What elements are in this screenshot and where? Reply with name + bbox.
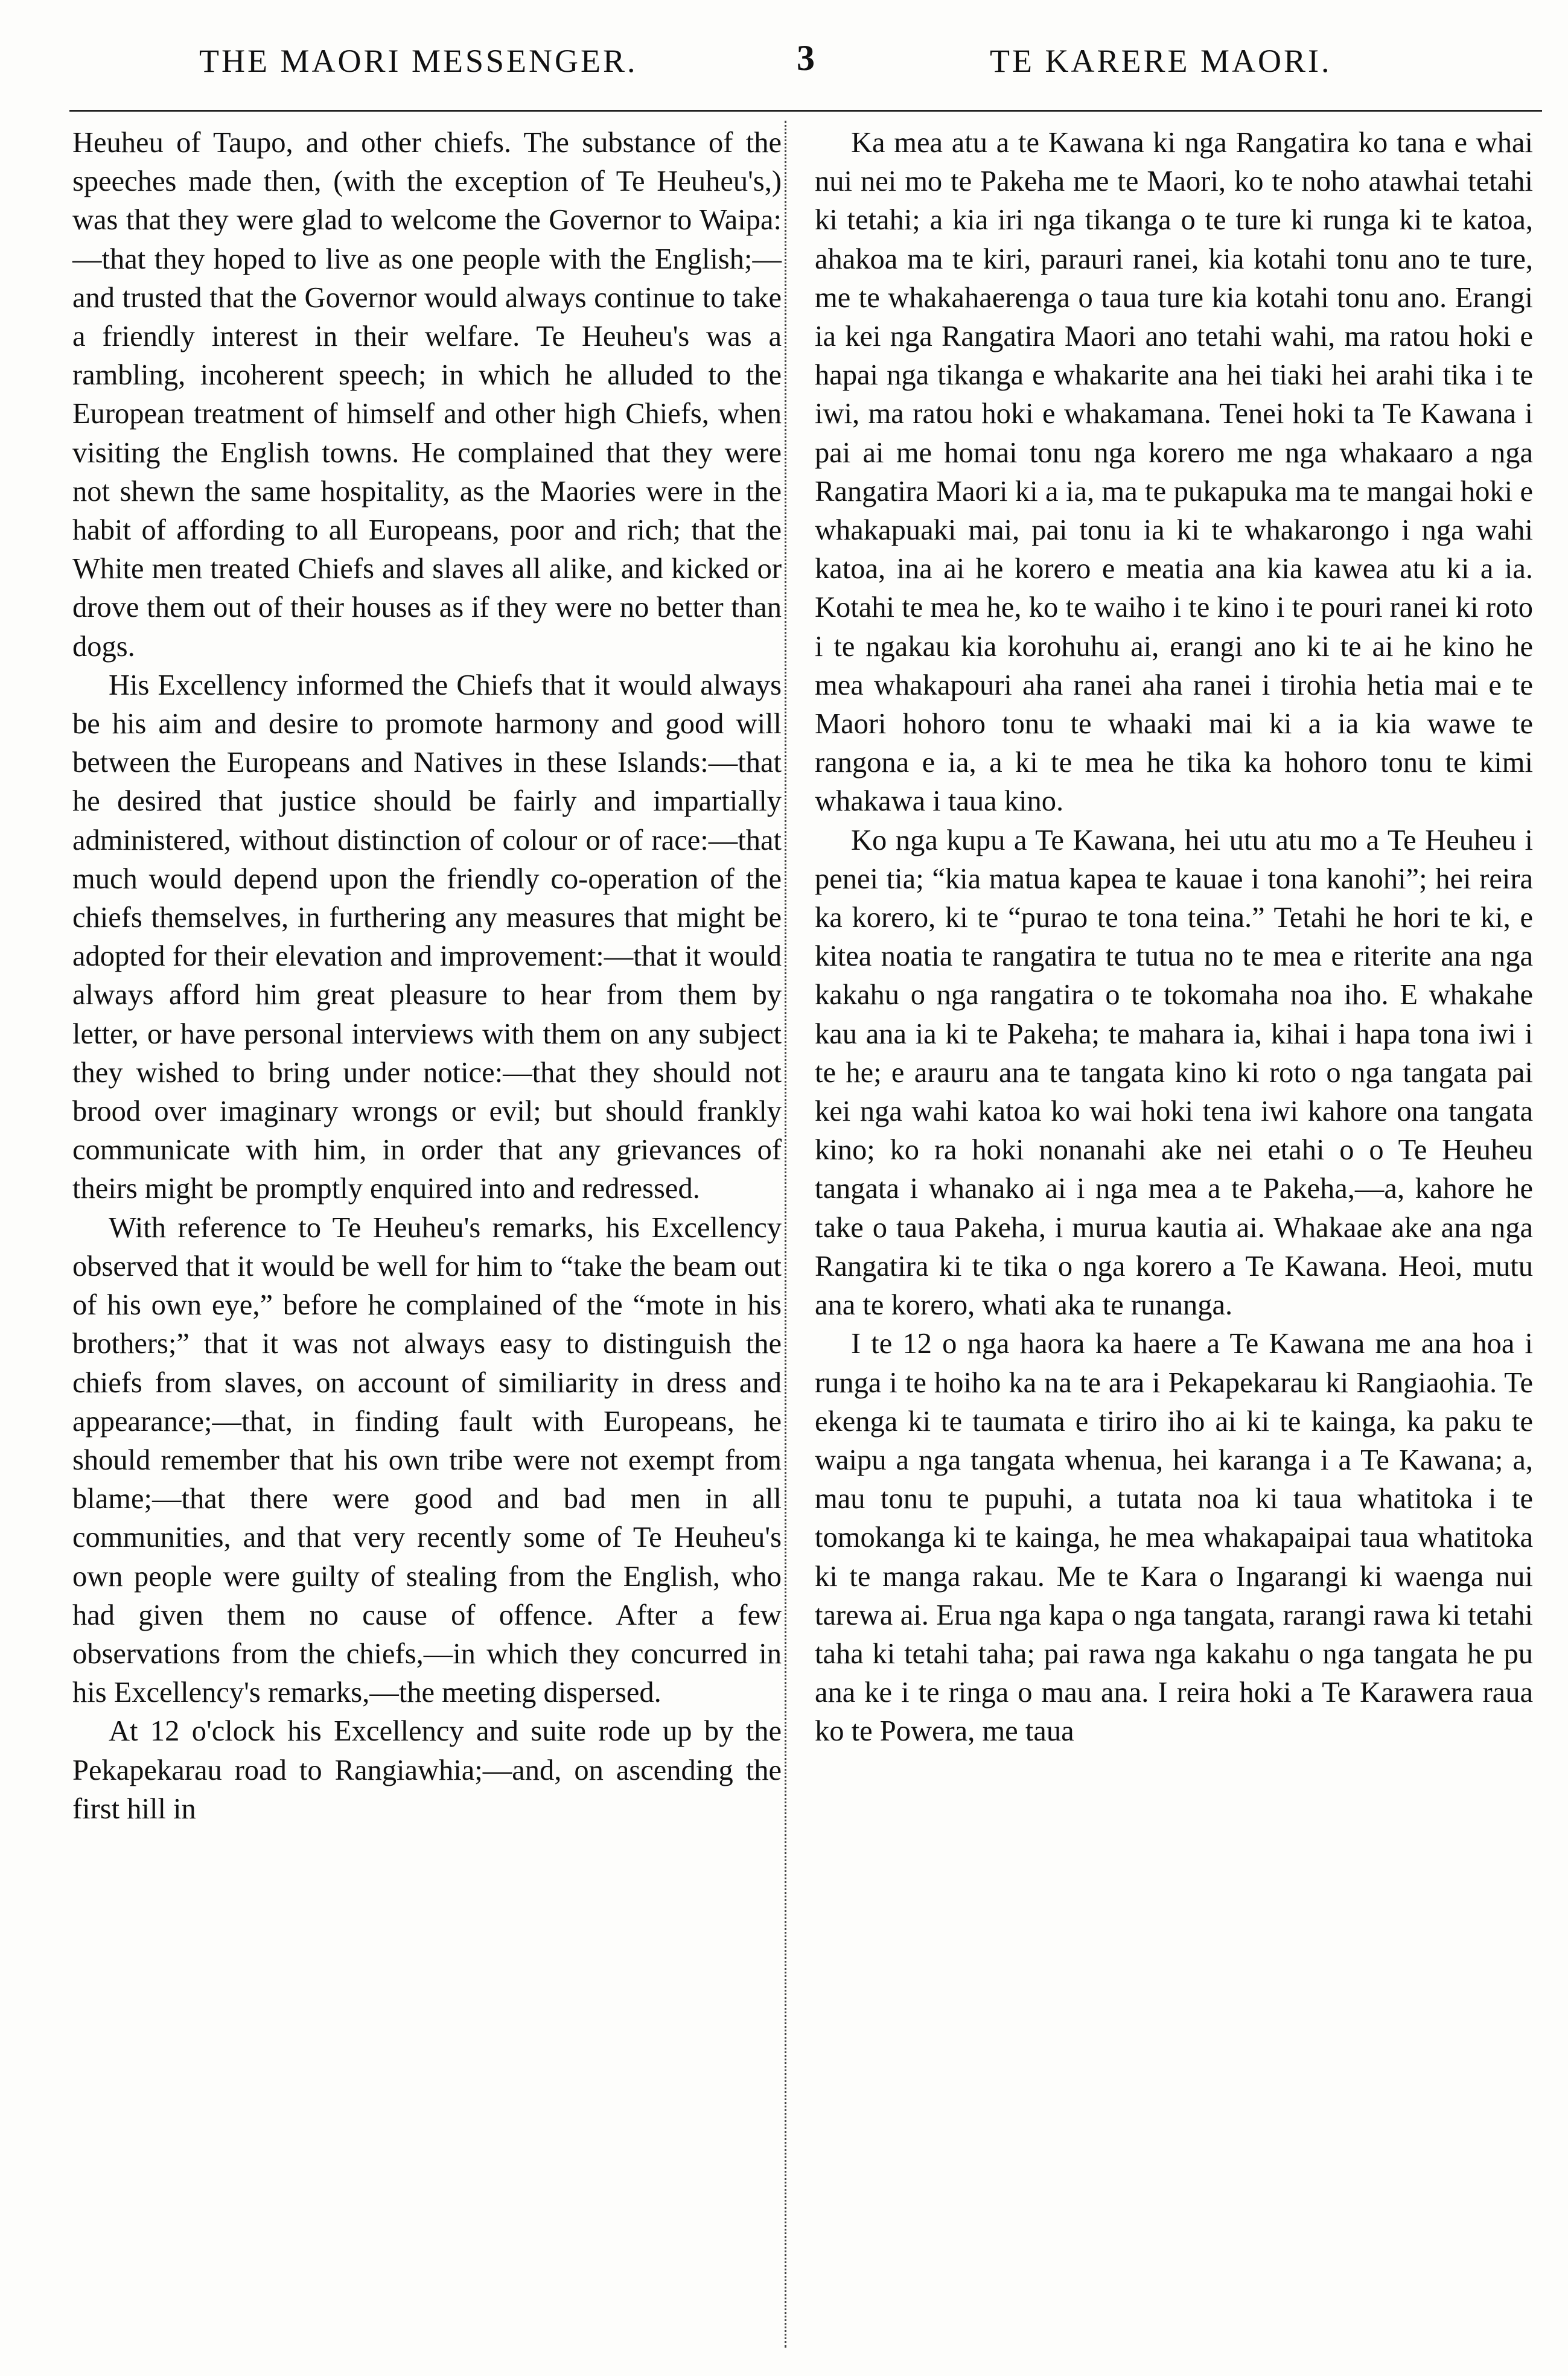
maori-masthead: TE KARERE MAORI. [990,43,1332,79]
page-header [0,38,1568,109]
maori-paragraph: I te 12 o nga haora ka haere a Te Kawana me ana hoa i runga i te hoiho ka na te ara i Pekapekarau ki Rangiaohia. Te ekenga ki te taumata e tiriro iho ai ki te kainga, ka paku te waipu a nga tangata whenua, hei karanga i a Te Kawana; a, mau tonu te pupuhi, a tutata noa ki taua whatitoka i te tomokanga ki te kainga, he mea whakapaipai taua whatitoka ki te manga rakau. Me te Kara o Ingarangi ki waenga nui tarewa ai. Erua nga kapa o nga tangata, rarangi rawa ki tetahi taha ki tetahi taha; pai rawa nga kakahu o nga tangata he pu ana ke i te ringa o mau ana. I reira hoki a Te Karawera raua ko te Powera, me taua [815,1328,1533,1748]
page-number: 3 [797,38,817,78]
english-column [72,124,782,1829]
maori-paragraph: Ka mea atu a te Kawana ki nga Rangatira ko tana e whai nui nei mo te Pakeha me te Maori, ko te noho atawhai tetahi ki tetahi; a kia iri nga tikanga o te ture ki runga ki te katoa, ahakoa ma te kiri, parauri ranei, kia kotahi tonu ano te ture, me te whakahaerenga o taua ture kia kotahi tonu ano. Erangi ia kei nga Rangatira Maori ano tetahi wahi, ma ratou hoki e hapai nga tikanga e whakarite ana hei tiaki hei arahi tika i te iwi, ma ratou hoki e whakamana. Tenei hoki ta Te Kawana i pai ai me homai tonu nga korero me nga whakaaro a nga Rangatira Maori ki a ia, ma te pukapuka ma te mangai hoki e whakapuaki mai, pai tonu ia ki te whakarongo i nga wahi katoa, ina ai he korero e meatia ana kia kawea atu ki a ia. Kotahi te mea he, ko te waiho i te kino i te pouri ranei ki roto i te ngakau kia korohuhu ai, erangi ano ki te ai he kino he mea whakapouri aha ranei aha ranei i tirohia hetia mai e te Maori hohoro tonu te whaaki mai ki a ia kia wawe te rangona e ia, a ki te mea he tika ka hohoro tonu te kimi whakawa i taua kino. [815,127,1533,818]
column-divider [785,121,786,2348]
english-paragraph: His Excellency informed the Chiefs that it would always be his aim and desire to promote harmony and good will between the Europeans and Natives in these Islands:—that he desired that justice should be fairly and impartially administered, without distinction of colour or of race:—that much would depend upon the friendly co-operation of the chiefs themselves, in furthering any measures that might be adopted for their elevation and improvement:—that it would always afford him great pleasure to hear from them by letter, or have personal interviews with them on any subject they wished to bring under notice:—that they should not brood over imaginary wrongs or evil; but should frankly communicate with him, in order that any grievances of theirs might be promptly enquired into and redressed. [72,669,782,1205]
maori-paragraph: Ko nga kupu a Te Kawana, hei utu atu mo a Te Heuheu i penei tia; “kia matua kapea te kauae i tona kanohi”; hei reira ka korero, ki te “purao te tona teina.” Tetahi he hori te ki, e kitea noatia te rangatira te tutua no te mea e riterite ana nga kakahu o nga rangatira o te tokomaha noa iho. E whakahe kau ana ia ki te Pakeha; te mahara ia, kihai i hapa tona iwi i te he; e arauru ana te tangata kino ki roto o nga tangata pai kei nga wahi katoa ko wai hoki tena iwi kahore ona tangata kino; ko ra hoki nonanahi ake nei etahi o o Te Heuheu tangata i whanako ai i nga mea a te Pakeha,—a, kahore he take o taua Pakeha, i murua kautia ai. Whakaae ake ana nga Rangatira ki te tika o nga korero a Te Kawana. Heoi, mutu ana te korero, whati aka te runanga. [815,824,1533,1322]
maori-column [815,124,1533,1751]
english-masthead: THE MAORI MESSENGER. [199,43,638,79]
english-paragraph: Heuheu of Taupo, and other chiefs. The substance of the speeches made then, (with the exception of Te Heuheu's,) was that they were glad to welcome the Governor to Waipa:—that they hoped to live as one people with the English;—and trusted that the Governor would always continue to take a friendly interest in their welfare. Te Heuheu's was a rambling, incoherent speech; in which he alluded to the European treatment of himself and other high Chiefs, when visiting the English towns. He complained that they were not shewn the same hospitality, as the Maories were in the habit of affording to all Europeans, poor and rich; that the White men treated Chiefs and slaves all alike, and kicked or drove them out of their houses as if they were no better than dogs. [72,127,782,663]
header-rule [69,110,1542,112]
english-paragraph: With reference to Te Heuheu's remarks, his Excellency observed that it would be well for him to “take the beam out of his own eye,” before he complained of the “mote in his brothers;” that it was not always easy to distinguish the chiefs from slaves, on account of similiarity in dress and appearance;—that, in finding fault with Europeans, he should remember that his own tribe were not exempt from blame;—that there were good and bad men in all communities, and that very recently some of Te Heuheu's own people were guilty of stealing from the English, who had given them no cause of offence. After a few observations from the chiefs,—in which they concurred in his Excellency's remarks,—the meeting dispersed. [72,1211,782,1709]
english-paragraph: At 12 o'clock his Excellency and suite rode up by the Pekapekarau road to Rangiawhia;—and, on ascending the first hill in [72,1715,782,1825]
